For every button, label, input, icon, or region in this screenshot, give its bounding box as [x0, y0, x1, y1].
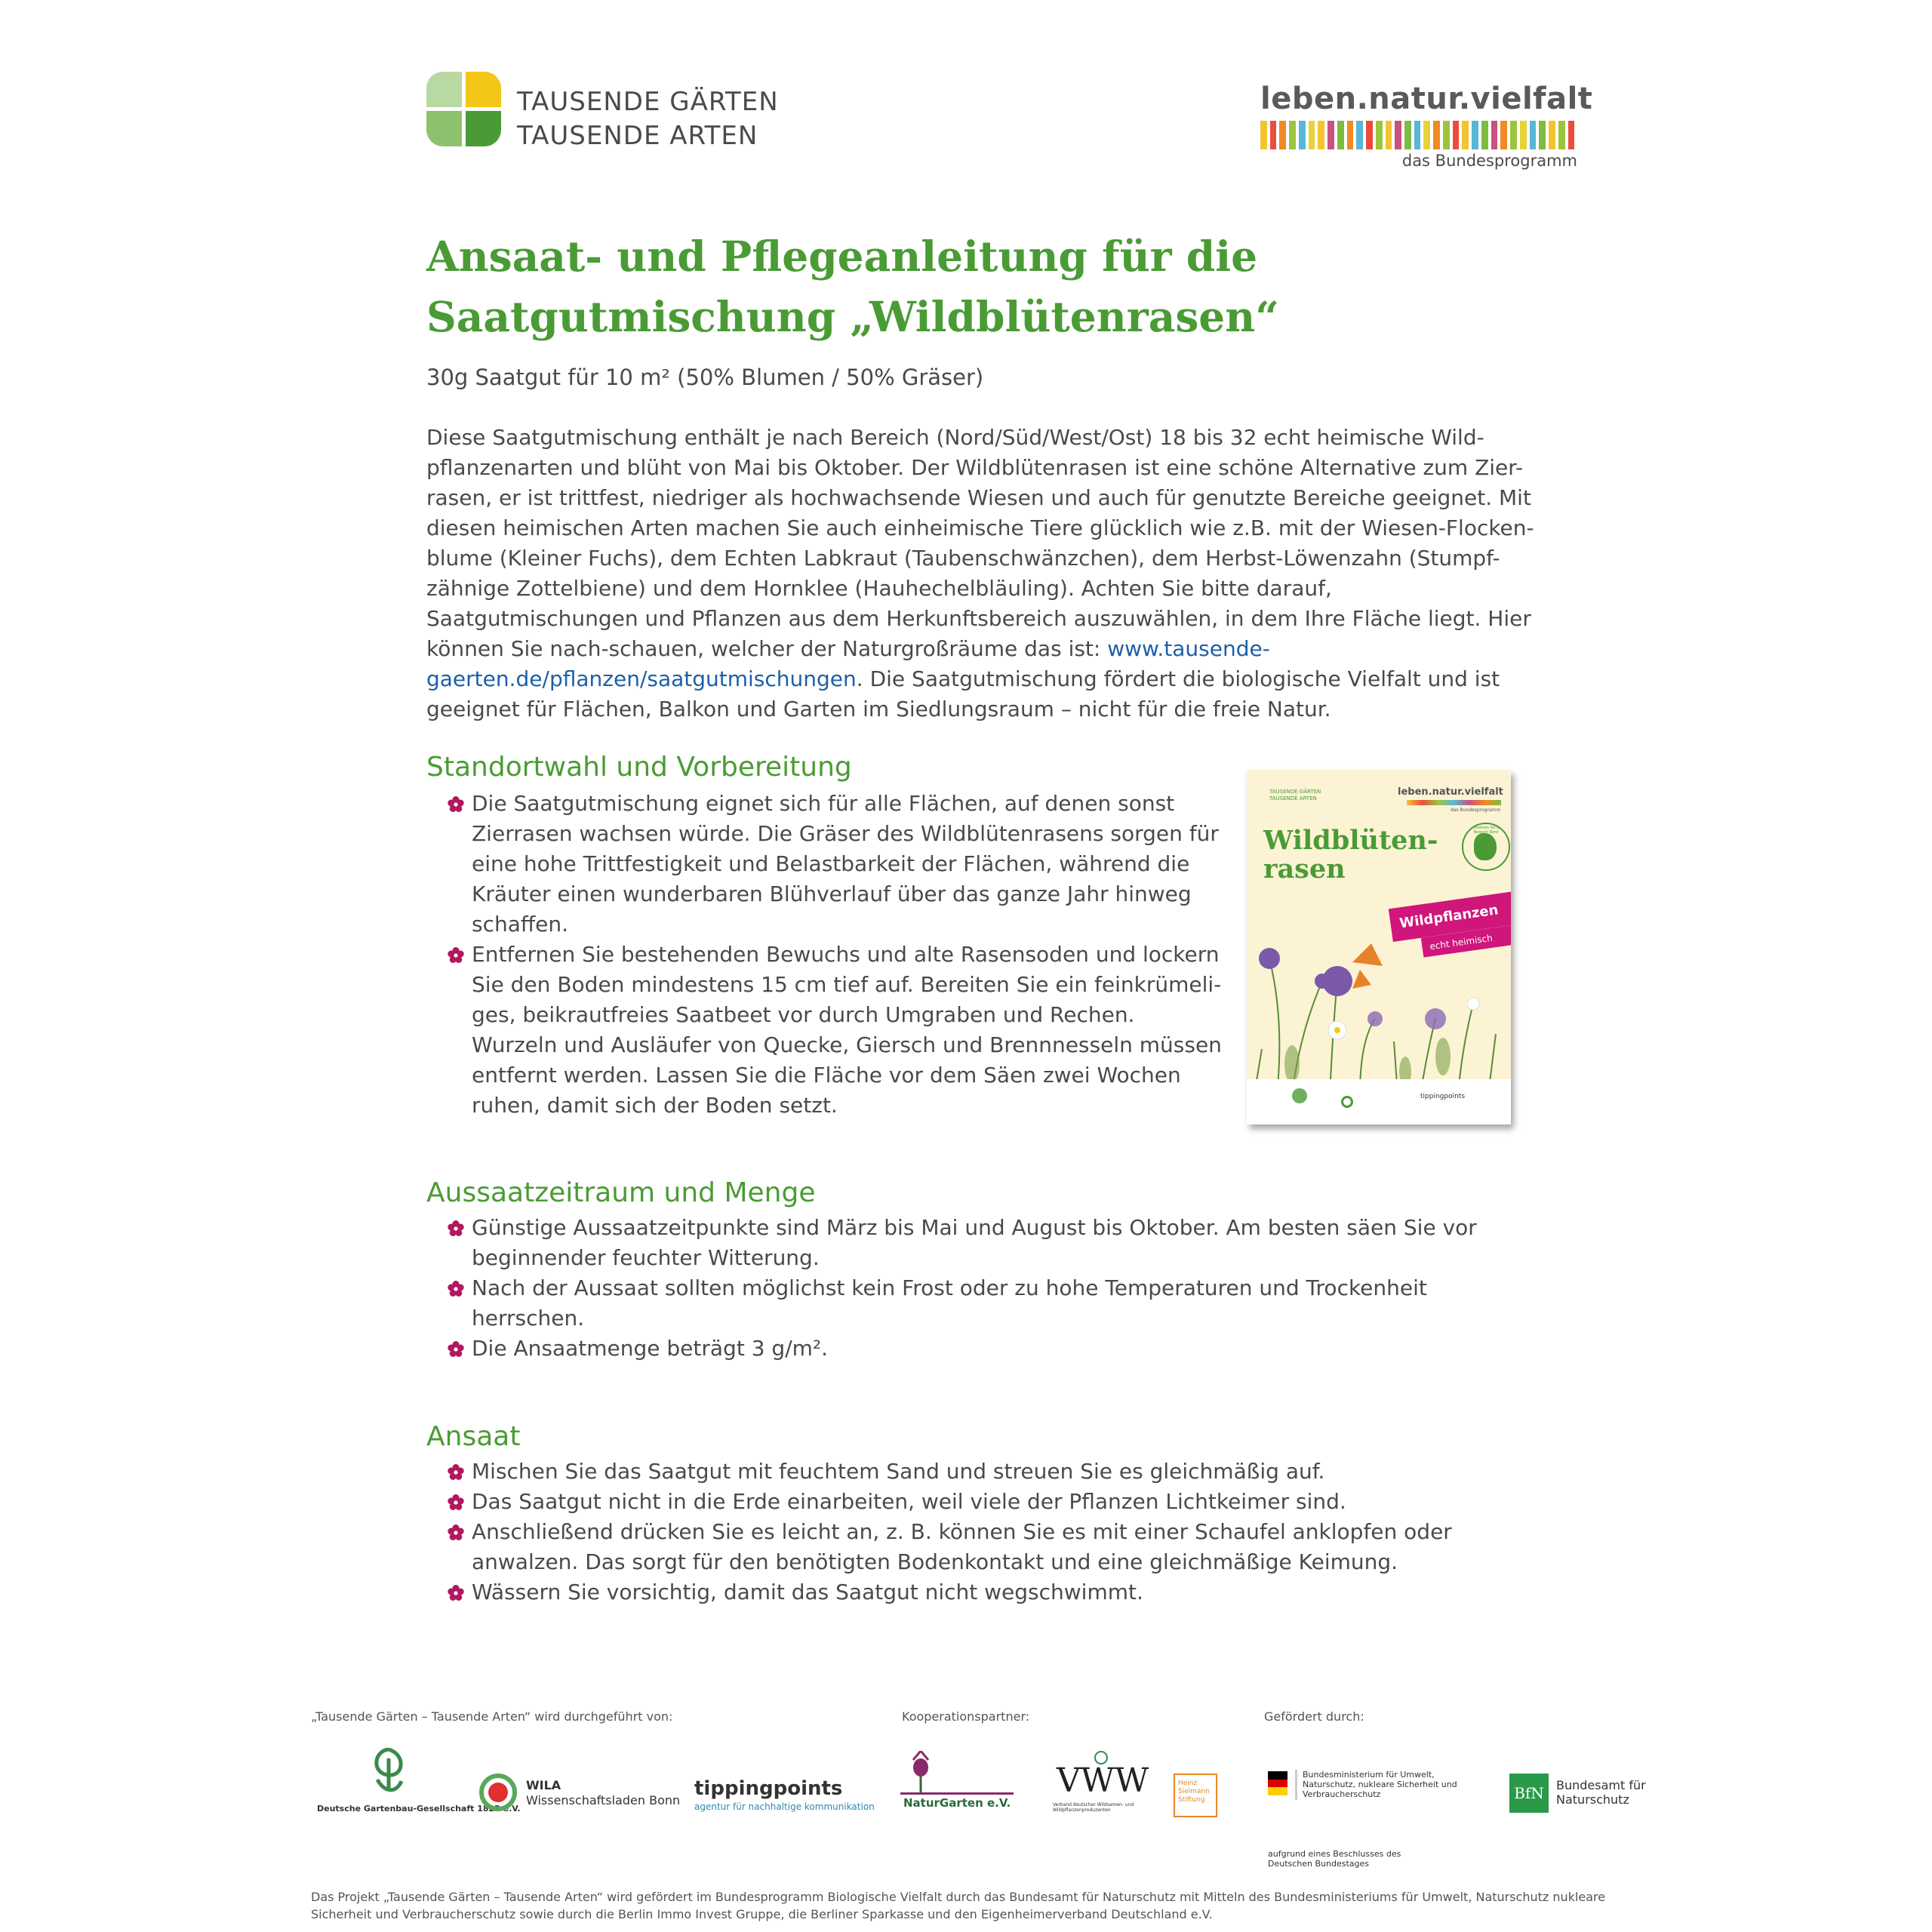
- pack-title: Wildblüten- rasen: [1263, 825, 1438, 884]
- flower-bullet-icon: [448, 1281, 464, 1297]
- pack-region-badge: Wildsamen für den Bereich Nord: [1462, 823, 1510, 871]
- logo-wila: WILA Wissenschaftsladen Bonn: [479, 1774, 683, 1819]
- pack-stripes: [1407, 800, 1501, 805]
- logo-tippingpoints: tippingpoints agentur für nachhaltige kommunikation: [694, 1777, 875, 1812]
- logo-left-line: TAUSENDE GÄRTEN: [517, 87, 779, 117]
- list-item: Nach der Aussaat sollten möglichst kein Frost oder zu hohe Temperaturen und Trockenheit herrschen.: [426, 1273, 1543, 1334]
- flower-bullet-icon: [448, 947, 464, 964]
- footer-caption-funded-by: Gefördert durch:: [1264, 1709, 1364, 1724]
- bullet-list: [426, 1457, 1543, 1607]
- bullet-list: [426, 1213, 1543, 1364]
- logo-right-subtitle: das Bundesprogramm: [1401, 152, 1577, 170]
- pack-flower-illustration: [1247, 868, 1511, 1094]
- footer-caption-executed-by: „Tausende Gärten – Tausende Arten“ wird durchgeführt von:: [311, 1709, 673, 1724]
- vww-flower-icon: [1094, 1751, 1108, 1764]
- logo-tile: [426, 72, 462, 107]
- logo-dgg: Deutsche Gartenbau-Gesellschaft 1822 e.V.: [317, 1743, 460, 1819]
- list-item: Wässern Sie vorsichtig, damit das Saatgut nicht wegschwimmt.: [426, 1577, 1543, 1607]
- flower-bullet-icon: [448, 1585, 464, 1601]
- intro-text: . Die Saatgutmischung fördert die biologische Vielfalt und ist geeignet für Flächen, Balkon und Garten im Siedlungsraum – nicht für die freie Natur.: [426, 666, 1500, 721]
- list-item: Günstige Aussaatzeitpunkte sind März bis Mai und August bis Oktober. Am besten säen Sie vor beginnender feuchter Witterung.: [426, 1213, 1543, 1273]
- pack-logo-sub: das Bundesprogramm: [1451, 808, 1501, 813]
- title-line: Saatgutmischung „Wildblütenrasen“: [426, 292, 1279, 341]
- section-heading: Standortwahl und Vorbereitung: [426, 752, 852, 783]
- seed-pack-image: [1247, 770, 1511, 1124]
- logo-right-title: leben.natur.vielfalt: [1260, 82, 1593, 116]
- pack-logo-right: leben.natur.vielfalt: [1398, 786, 1503, 798]
- intro-paragraph: [426, 423, 1536, 724]
- flower-bullet-icon: [448, 1220, 464, 1237]
- logo-leben-natur-vielfalt: [1260, 82, 1593, 170]
- section-heading: Aussaatzeitraum und Menge: [426, 1177, 816, 1208]
- subtitle: 30g Saatgut für 10 m² (50% Blumen / 50% Gräser): [426, 365, 984, 390]
- footer-fine-print: Das Projekt „Tausende Gärten – Tausende Arten“ wird gefördert im Bundesprogramm Biologische Vielfalt durch das Bundesamt für Naturschutz mit Mitteln des Bundesministeriums für Umwelt, Naturschutz nukleare Sicherheit und Verbraucherschutz sowie durch die Berlin Immo Invest Gruppe, die Berliner Sparkasse und den Eigenheimerverband Deutschland e.V.: [311, 1890, 1606, 1921]
- footer-caption-partners: Kooperationspartner:: [902, 1709, 1030, 1724]
- logo-left-text: [517, 85, 779, 153]
- logo-left-line: TAUSENDE ARTEN: [517, 121, 758, 151]
- bfn-mark-icon: BfN: [1509, 1774, 1549, 1813]
- pack-footer-strip: tippingpoints: [1247, 1079, 1511, 1124]
- logo-bmu: Bundesministerium für Umwelt, Naturschutz, nukleare Sicherheit und Verbraucherschutz aufgrund eines Beschlusses des Deutschen Bundestages: [1268, 1770, 1457, 1869]
- intro-text: Diese Saatgutmischung enthält je nach Bereich (Nord/Süd/West/Ost) 18 bis 32 echt heimische Wild-pflanzenarten und blüht von Mai bis Oktober. Der Wildblütenrasen ist eine schöne Alternative zum Zier-rasen, er ist trittfest, niedriger als hochwachsende Wiesen und auch für genutzte Bereiche geeignet. Mit diesen heimischen Arten machen Sie auch einheimische Tiere glücklich wie z.B. mit der Wiesen-Flocken-blume (Kleiner Fuchs), dem Echten Labkraut (Taubenschwänzchen), dem Herbst-Löwenzahn (Stumpf-zähnige Zottelbiene) und dem Hornklee (Hauhechelbläuling). Achten Sie bitte darauf, Saatgutmischungen und Pflanzen aus dem Herkunftsbereich auszuwählen, in dem Ihre Fläche liegt. Hier können Sie nach-schauen, welcher der Naturgroßräume das ist:: [426, 425, 1534, 661]
- flower-bullet-icon: [448, 1464, 464, 1481]
- logo-tile: [426, 111, 462, 146]
- bullet-list: [426, 789, 1226, 1121]
- logo-tile: [466, 111, 501, 146]
- flower-bullet-icon: [448, 1494, 464, 1511]
- list-item: Mischen Sie das Saatgut mit feuchtem Sand und streuen Sie es gleichmäßig auf.: [426, 1457, 1543, 1487]
- flower-bullet-icon: [448, 1341, 464, 1358]
- list-item: Entfernen Sie bestehenden Bewuchs und alte Rasensoden und lockern Sie den Boden mindestens 15 cm tief auf. Bereiten Sie ein feinkrümeli-ges, beikrautfreies Saatbeet vor durch Umgraben und Rechen. Wurzeln und Ausläufer von Quecke, Giersch und Brennnesseln müssen entfernt werden. Lassen Sie die Fläche vor dem Säen zwei Wochen ruhen, damit sich der Boden setzt.: [426, 940, 1226, 1121]
- dgg-emblem-icon: [362, 1743, 415, 1796]
- list-item: Die Ansaatmenge beträgt 3 g/m².: [426, 1334, 1543, 1364]
- thistle-icon: [906, 1751, 936, 1796]
- list-item: Das Saatgut nicht in die Erde einarbeiten, weil viele der Pflanzen Lichtkeimer sind.: [426, 1487, 1543, 1517]
- logo-naturgarten: NaturGarten e.V.: [894, 1751, 1015, 1819]
- logo-heinz-sielmann: Heinz Sielmann Stiftung: [1174, 1774, 1217, 1817]
- section-heading: Ansaat: [426, 1421, 521, 1452]
- list-item: Anschließend drücken Sie es leicht an, z. B. können Sie es mit einer Schaufel anklopfen oder anwalzen. Das sorgt für den benötigten Bodenkontakt und eine gleichmäßige Keimung.: [426, 1517, 1543, 1577]
- logo-right-stripes: [1260, 121, 1577, 149]
- list-item: Die Saatgutmischung eignet sich für alle Flächen, auf denen sonst Zierrasen wachsen würde. Die Gräser des Wildblütenrasens sorgen für eine hohe Trittfestigkeit und Belastbarkeit der Flächen, während die Kräuter einen wunderbaren Blühverlauf über das ganze Jahr hinweg schaffen.: [426, 789, 1226, 940]
- link-saatgutmischungen[interactable]: www.tausende-gaerten.de/pflanzen/saatgutmischungen: [426, 636, 1270, 691]
- logo-bfn: BfN Bundesamt für Naturschutz: [1509, 1774, 1660, 1819]
- page-title: [426, 226, 1558, 347]
- logo-vww: VWW Verband deutscher Wildsamen- und Wildpflanzenproduzenten: [1053, 1751, 1136, 1819]
- title-line: Ansaat- und Pflegeanleitung für die: [426, 232, 1258, 281]
- german-eagle-icon: [1268, 1771, 1287, 1795]
- flower-bullet-icon: [448, 1524, 464, 1541]
- logo-tile: [466, 72, 501, 107]
- pack-badge-sub: echt heimisch: [1421, 924, 1511, 957]
- pack-badge: Wildpflanzen: [1389, 891, 1511, 942]
- pack-logo-left: TAUSENDE GÄRTEN TAUSENDE ARTEN: [1269, 789, 1321, 801]
- flower-bullet-icon: [448, 796, 464, 813]
